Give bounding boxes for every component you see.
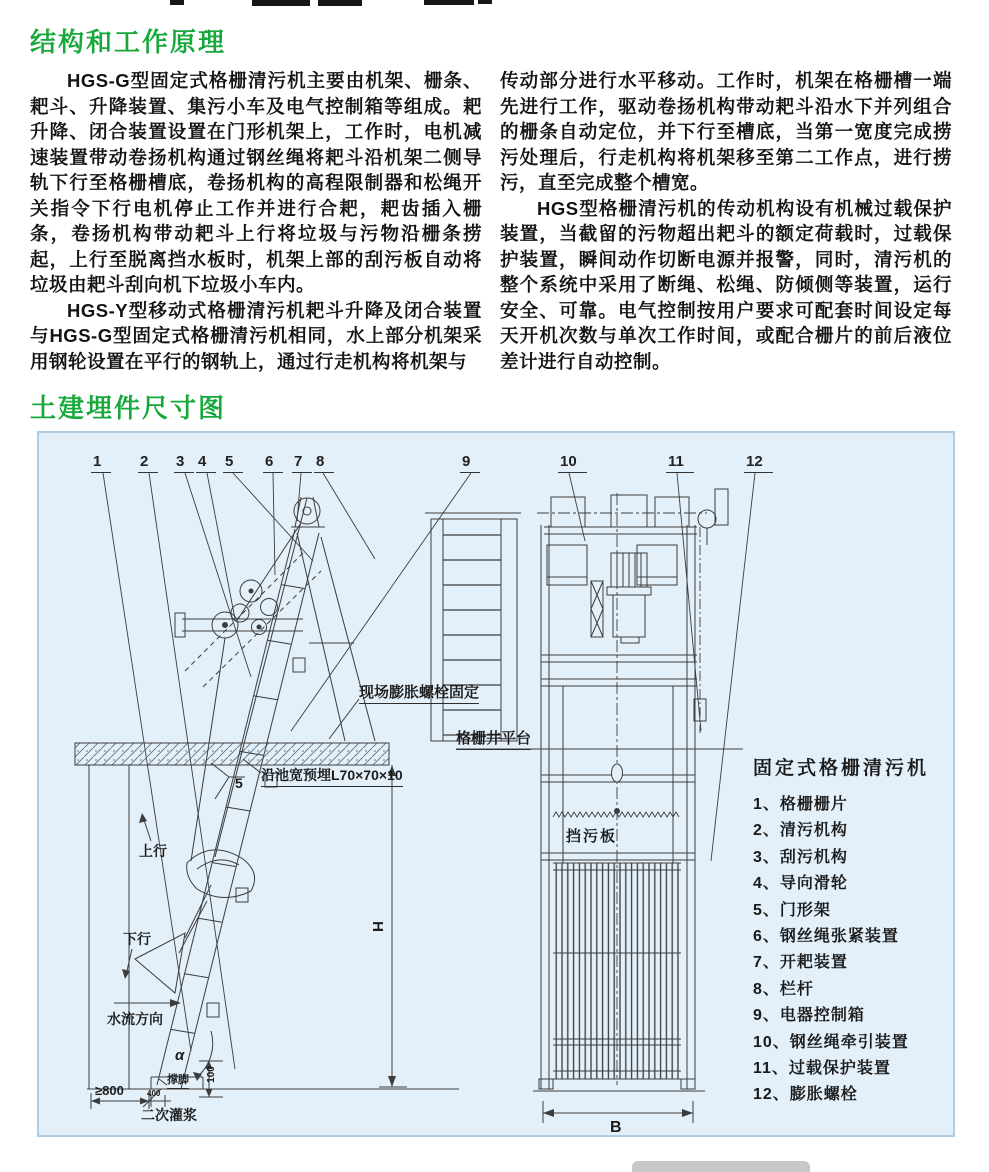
paragraph: HGS-Y型移动式格栅清污机耙斗升降及闭合装置与HGS-G型固定式格栅清污机相同，水上部分机架采用钢轮设置在平行的钢轨上，通过行走机构将机架与 <box>30 299 482 372</box>
paragraph: HGS-G型固定式格栅清污机主要由机架、栅条、耙斗、升降装置、集污小车及电气控制箱等组成。耙升降、闭合装置设置在门形机架上，工作时，电机减速装置带动卷扬机构通过钢丝绳将耙斗沿机架二侧导轨下行至格栅槽底，卷扬机构的高程限制器和松绳开关指令下行电机停止工作并进行合耙，耙齿插入栅条，卷扬机构带动耙斗上行将垃圾与污物沿栅条捞起，上行至脱离挡水板时，机架上部的刮污板自动将垃圾由耙斗刮向机下垃圾小车内。 <box>30 70 482 295</box>
label-screen-well-platform: 格栅井平台 <box>456 727 531 750</box>
legend-item: 3、刮污机构 <box>753 848 848 866</box>
legend-item: 10、钢丝绳牵引装置 <box>753 1033 909 1051</box>
legend-item: 6、钢丝绳张紧装置 <box>753 928 899 946</box>
callout-10: 10 <box>558 453 587 473</box>
label-site-expansion-bolt: 现场膨胀螺栓固定 <box>359 681 479 704</box>
callout-2: 2 <box>138 453 158 473</box>
article-column-right <box>500 68 952 374</box>
callout-7: 7 <box>292 453 312 473</box>
callout-6: 6 <box>263 453 283 473</box>
legend-item: 11、过载保护装置 <box>753 1060 891 1078</box>
callout-4: 4 <box>196 453 216 473</box>
paragraph: 传动部分进行水平移动。工作时，机架在格栅槽一端先进行工作，驱动卷扬机构带动耙斗沿水下并列组合的栅条自动定位，并下行至槽底，当第一宽度完成捞污处理后，行走机构将机架移至第二工作点，进行捞污，直至完成整个槽宽。 <box>500 70 952 193</box>
label-secondary-grout: 二次灌浆 <box>141 1107 197 1123</box>
label-dim-400: 400 <box>147 1089 161 1098</box>
legend-item: 9、电器控制箱 <box>753 1007 865 1025</box>
article-column-left <box>30 68 482 374</box>
dimension-diagram-panel <box>37 431 955 1137</box>
label-travel-down: 下行 <box>123 931 151 947</box>
legend-item: 12、膨胀螺栓 <box>753 1086 858 1104</box>
label-trash-baffle: 挡污板 <box>566 828 618 845</box>
callout-1: 1 <box>91 453 111 473</box>
legend-item: 5、门形架 <box>753 901 831 919</box>
label-travel-up: 上行 <box>139 843 167 859</box>
legend-item: 1、格栅栅片 <box>753 796 848 813</box>
label-flow-direction: 水流方向 <box>107 1011 163 1027</box>
label-embedded-angle: 沿池宽预埋L70×70×10 <box>261 765 403 787</box>
callout-3: 3 <box>174 453 194 473</box>
legend-item: 2、清污机构 <box>753 822 848 840</box>
next-section-edge <box>632 1161 810 1172</box>
label-dim-B: B <box>610 1119 622 1136</box>
section-title-civil: 土建埋件尺寸图 <box>30 393 227 423</box>
label-angle-alpha: α <box>175 1047 185 1064</box>
callout-11: 11 <box>666 453 694 473</box>
label-embedded-angle-number: 5 <box>235 775 243 791</box>
paragraph: HGS型格栅清污机的传动机构设有机械过载保护装置，当截留的污物超出耙斗的额定荷载时，过载保护装置，瞬间动作切断电源并报警，同时，清污机的整个系统中采用了断绳、松绳、防倾侧等装置，运行安全、可靠。电气控制按用户要求可配套时间设定每天开机次数与单次工作时间，或配合栅片的前后液位差计进行自动控制。 <box>500 197 952 372</box>
scan-artifact <box>478 0 492 4</box>
scan-artifact <box>318 0 362 6</box>
section-title-structure: 结构和工作原理 <box>30 27 227 57</box>
scan-artifact <box>252 0 310 6</box>
legend-item: 4、导向滑轮 <box>753 875 848 893</box>
parts-legend <box>753 753 951 1109</box>
label-dim-H: H <box>368 921 386 932</box>
legend-list <box>753 792 951 1109</box>
label-dim-ge800: ≥800 <box>95 1083 124 1098</box>
callout-5: 5 <box>223 453 243 473</box>
callout-12: 12 <box>744 453 773 473</box>
legend-item: 8、栏杆 <box>753 980 814 998</box>
legend-item: 7、开耙装置 <box>753 954 848 972</box>
callout-9: 9 <box>460 453 480 473</box>
legend-title: 固定式格栅清污机 <box>753 758 930 779</box>
callout-8: 8 <box>314 453 334 473</box>
label-dim-100: 100 <box>205 1066 217 1083</box>
scan-artifact <box>170 0 184 5</box>
label-support-foot: 撑脚 <box>167 1071 189 1089</box>
scan-artifact <box>424 0 474 5</box>
